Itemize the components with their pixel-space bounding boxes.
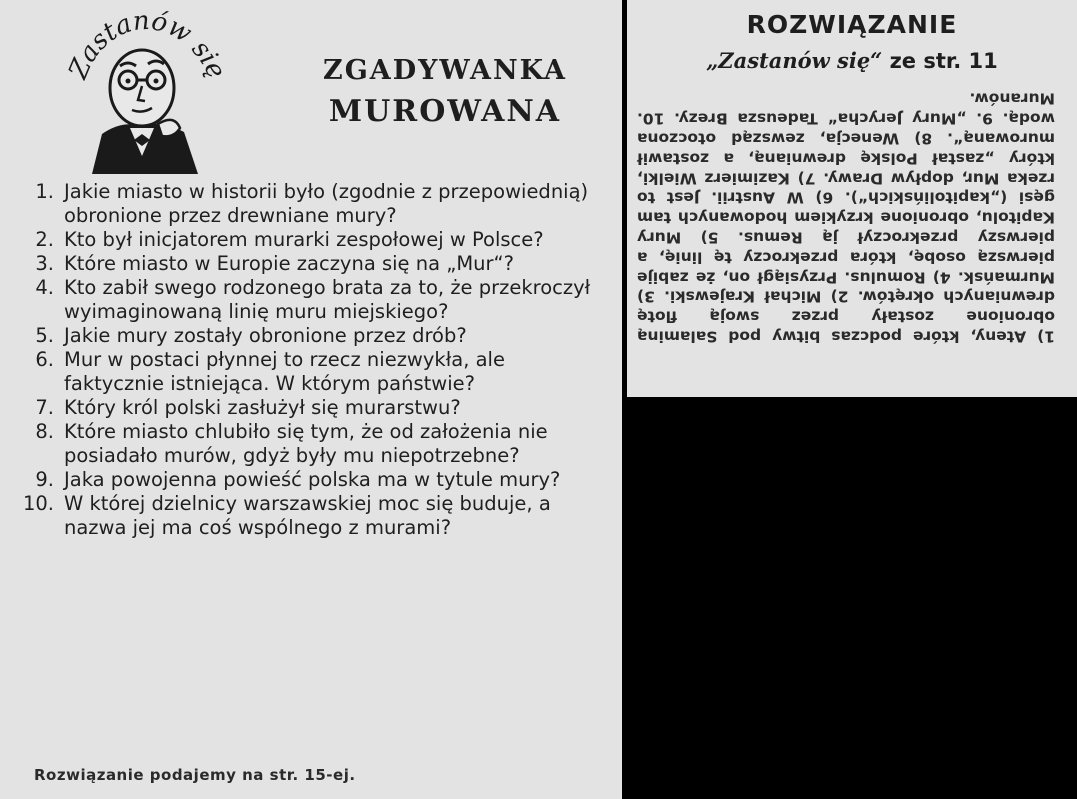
question-text: Kto zabił swego rodzonego brata za to, że przekroczył wyimaginowaną linię muru miejskiego? — [64, 276, 591, 323]
question-item — [18, 492, 598, 540]
title-line-1: ZGADYWANKA — [323, 55, 567, 86]
solution-panel — [627, 0, 1077, 397]
question-item — [18, 348, 598, 396]
solution-heading: ROZWIĄZANIE — [746, 10, 958, 39]
question-item — [18, 468, 598, 492]
question-text: Jakie miasto w historii było (zgodnie z przepowiednią) obronione przez drewniane mury? — [64, 180, 589, 227]
footnote: Rozwiązanie podajemy na str. 15-ej. — [34, 766, 356, 784]
question-text: W której dzielnicy warszawskiej moc się buduje, a nazwa jej ma coś wspólnego z murami? — [64, 492, 551, 539]
question-text: Które miasto w Europie zaczyna się na „Mur“? — [64, 252, 515, 275]
question-item — [18, 276, 598, 324]
question-number: 4. — [35, 276, 54, 299]
question-number: 8. — [35, 420, 54, 443]
question-text: Jaka powojenna powieść polska ma w tytule mury? — [64, 468, 561, 491]
question-item — [18, 396, 598, 420]
solution-subtitle-page: ze str. 11 — [889, 49, 998, 73]
title-line-2: MUROWANA — [328, 94, 562, 129]
solution-subtitle — [627, 48, 1077, 73]
question-number: 3. — [35, 252, 54, 275]
question-item — [18, 228, 598, 252]
question-list — [18, 180, 598, 540]
question-number: 7. — [35, 396, 54, 419]
question-item — [18, 324, 598, 348]
puzzle-title — [300, 52, 590, 134]
logo-lettering: Zastanów się — [63, 6, 232, 84]
question-text: Kto był inicjatorem murarki zespołowej w Polsce? — [64, 228, 544, 251]
question-text: Mur w postaci płynnej to rzecz niezwykła, ale faktycznie istniejąca. W którym państwie? — [64, 348, 505, 395]
question-number: 1. — [35, 180, 54, 203]
solution-subtitle-name: „Zastanów się“ — [706, 48, 883, 73]
question-item — [18, 180, 598, 228]
question-text: Które miasto chlubiło się tym, że od założenia nie posiadało murów, gdyż były mu niepotrzebne? — [64, 420, 548, 467]
question-item — [18, 252, 598, 276]
question-text: Który król polski zasłużył się murarstwu? — [64, 396, 461, 419]
question-number: 5. — [35, 324, 54, 347]
thinking-face-logo — [62, 6, 232, 176]
question-number: 10. — [22, 492, 54, 515]
solution-text-upside-down: 1) Ateny, które podczas bitwy pod Salaminą obronione zostały przez swoją flotę drewnianych okrętów. 2) Michał Krajewski. 3) Murmańsk. 4) Romulus. Przysiągł on, że zabije pierwszą osobę, która przekroczy tę linię, a pierwszy przekroczył ją Remus. 5) Mury Kapitolu, obronione krzykiem hodowanych tam gęsi („kapitolińskich“). 6) W Austrii. Jest to rzeka Mur, dopływ Drawy. 7) Kazimierz Wielki, który „zastał Polskę drewnianą, a zostawił murowaną“. 8) Wenecja, zewsząd otoczona wodą. 9. „Mury Jerycha“ Tadeusza Brezy. 10. Muranów. — [637, 89, 1055, 346]
question-number: 2. — [35, 228, 54, 251]
question-number: 9. — [35, 468, 54, 491]
question-item — [18, 420, 598, 468]
question-number: 6. — [35, 348, 54, 371]
question-text: Jakie mury zostały obronione przez drób? — [64, 324, 467, 347]
